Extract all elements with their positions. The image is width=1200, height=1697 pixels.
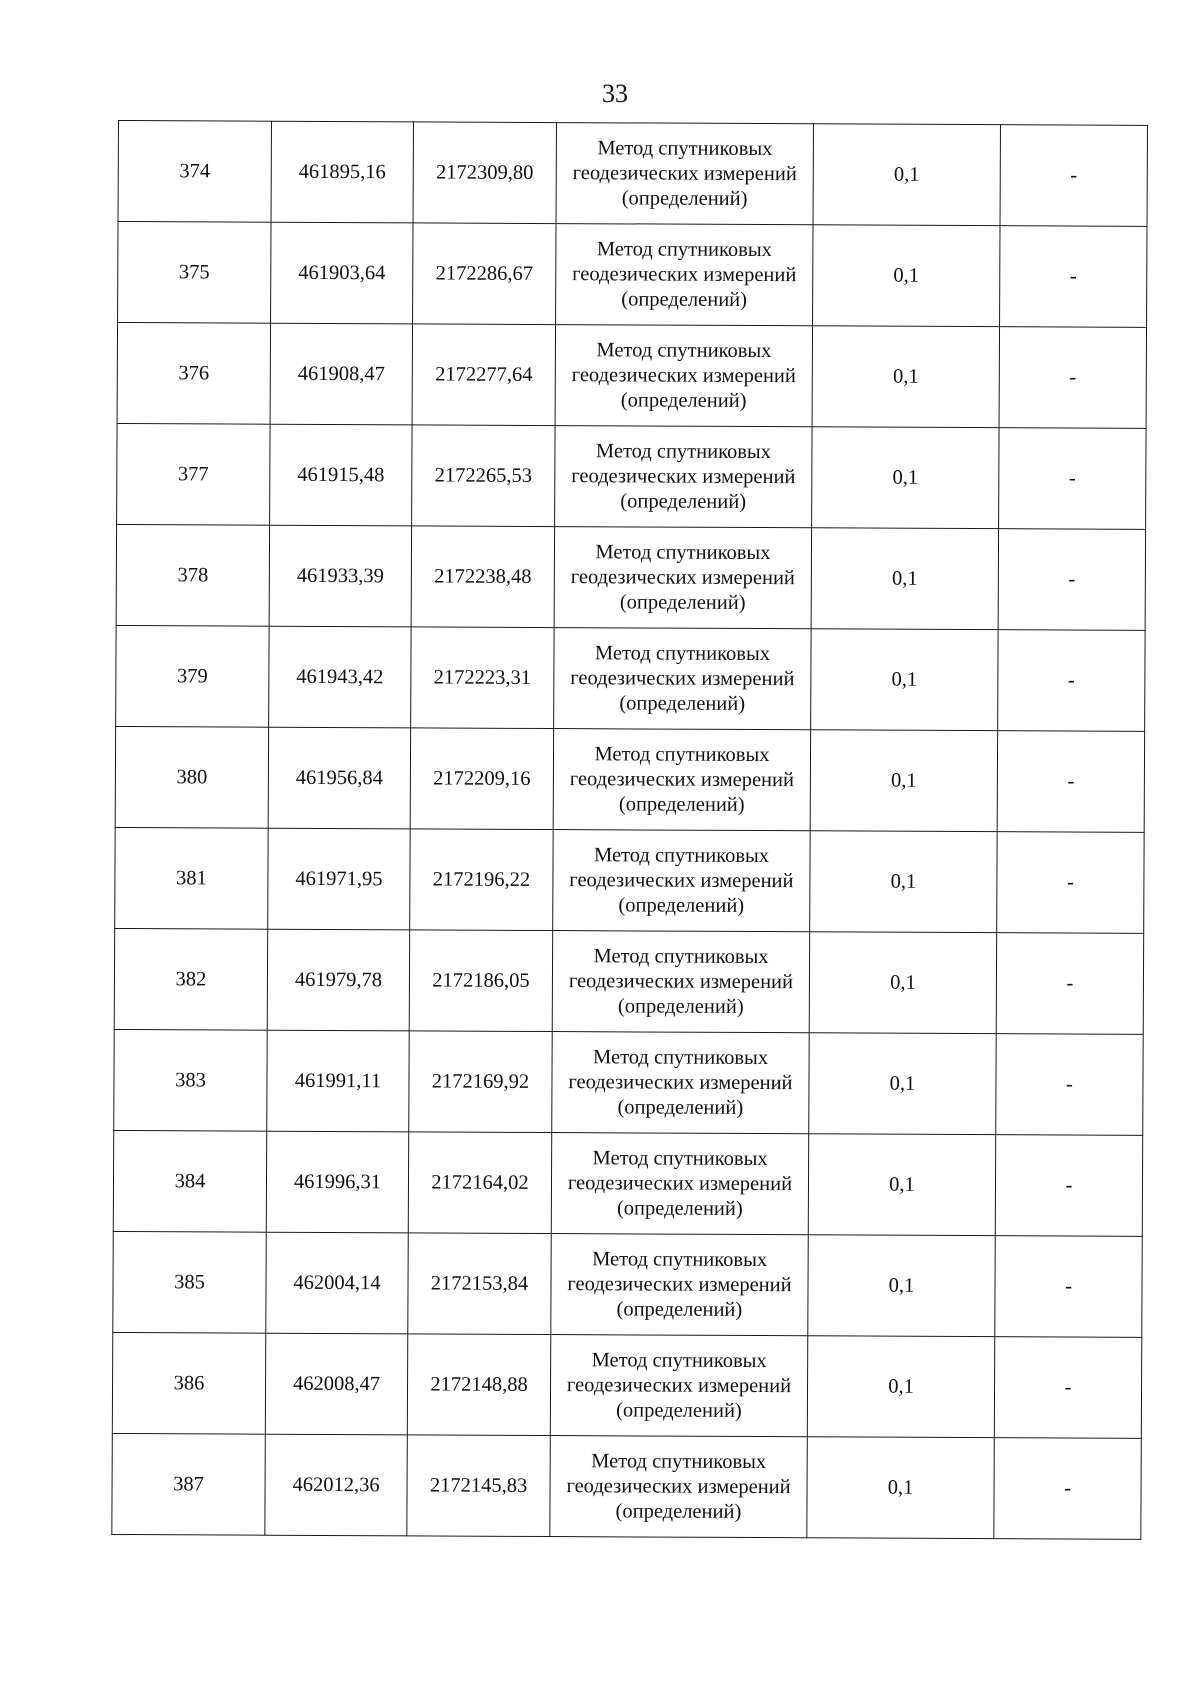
accuracy-cell: 0,1 (811, 528, 998, 630)
method-cell (551, 1133, 808, 1235)
point-number-cell: 376 (117, 323, 270, 425)
note-cell: - (999, 327, 1146, 429)
table-row (115, 827, 1144, 933)
accuracy-cell: 0,1 (813, 124, 1000, 226)
method-line: (определений) (619, 590, 746, 614)
y-coordinate-cell: 2172164,02 (408, 1132, 551, 1234)
method-line: Метод спутниковых (597, 136, 773, 160)
point-number-cell: 383 (114, 1029, 267, 1131)
method-line: геодезических измерений (569, 868, 794, 892)
accuracy-cell: 0,1 (812, 427, 999, 529)
table-row (112, 1332, 1141, 1438)
method-cell (555, 325, 812, 427)
note-cell: - (1000, 125, 1147, 227)
table-row (117, 423, 1146, 529)
note-cell: - (998, 630, 1145, 732)
method-cell (554, 527, 811, 629)
y-coordinate-cell: 2172238,48 (411, 526, 554, 628)
note-cell: - (996, 933, 1143, 1035)
accuracy-cell: 0,1 (807, 1336, 994, 1438)
method-line: Метод спутниковых (595, 540, 771, 564)
accuracy-cell: 0,1 (809, 1033, 996, 1135)
y-coordinate-cell: 2172286,67 (413, 223, 556, 325)
accuracy-cell: 0,1 (807, 1437, 994, 1539)
method-cell (550, 1436, 807, 1538)
table-row (115, 726, 1144, 832)
method-line: геодезических измерений (569, 767, 795, 791)
note-cell: - (997, 731, 1144, 833)
y-coordinate-cell: 2172148,88 (407, 1334, 550, 1436)
point-number-cell: 379 (116, 625, 269, 727)
y-coordinate-cell: 2172186,05 (409, 930, 552, 1032)
coordinates-table-body (112, 121, 1148, 1540)
method-cell (555, 426, 812, 528)
y-coordinate-cell: 2172169,92 (409, 1031, 552, 1133)
method-line: (определений) (617, 1095, 744, 1119)
x-coordinate-cell: 461971,95 (268, 828, 410, 930)
accuracy-cell: 0,1 (808, 1235, 995, 1337)
y-coordinate-cell: 2172153,84 (408, 1233, 551, 1335)
x-coordinate-cell: 461933,39 (269, 525, 411, 627)
point-number-cell: 375 (118, 222, 271, 324)
x-coordinate-cell: 462004,14 (266, 1232, 408, 1334)
x-coordinate-cell: 461915,48 (270, 424, 412, 526)
point-number-cell: 384 (113, 1130, 266, 1232)
note-cell: - (997, 832, 1144, 934)
method-line: (определений) (615, 1499, 742, 1523)
y-coordinate-cell: 2172209,16 (410, 728, 553, 830)
method-cell (551, 1234, 808, 1336)
method-line: (определений) (618, 792, 745, 816)
method-cell (552, 931, 809, 1033)
table-row (113, 1130, 1142, 1236)
table-row (114, 1029, 1143, 1135)
method-line: Метод спутниковых (596, 237, 772, 261)
method-cell (556, 224, 813, 326)
method-line: (определений) (617, 994, 744, 1018)
note-cell: - (1000, 226, 1147, 328)
note-cell: - (998, 529, 1145, 631)
x-coordinate-cell: 461903,64 (271, 222, 413, 324)
accuracy-cell: 0,1 (810, 730, 997, 832)
y-coordinate-cell: 2172223,31 (411, 627, 554, 729)
x-coordinate-cell: 461943,42 (269, 626, 411, 728)
table-row (116, 625, 1145, 731)
method-line: Метод спутниковых (593, 944, 769, 968)
method-cell (550, 1335, 807, 1437)
method-cell (553, 729, 810, 831)
note-cell: - (999, 428, 1146, 530)
y-coordinate-cell: 2172277,64 (412, 324, 555, 426)
method-line: Метод спутниковых (591, 1449, 767, 1473)
point-number-cell: 374 (118, 121, 271, 223)
method-line: геодезических измерений (567, 1272, 792, 1296)
x-coordinate-cell: 461979,78 (267, 929, 409, 1031)
method-line: Метод спутниковых (591, 1348, 767, 1372)
accuracy-cell: 0,1 (808, 1134, 995, 1236)
method-line: геодезических измерений (568, 1070, 793, 1094)
method-line: Метод спутниковых (595, 439, 772, 463)
method-line: (определений) (619, 691, 746, 715)
x-coordinate-cell: 462012,36 (265, 1434, 407, 1536)
method-cell (556, 123, 813, 225)
method-cell (552, 1032, 809, 1134)
x-coordinate-cell: 461996,31 (266, 1131, 408, 1233)
x-coordinate-cell: 461991,11 (267, 1030, 409, 1132)
accuracy-cell: 0,1 (810, 831, 997, 933)
method-line: геодезических измерений (570, 565, 795, 589)
method-line: Метод спутниковых (596, 338, 772, 362)
method-line: геодезических измерений (570, 666, 795, 690)
method-line: (определений) (616, 1297, 743, 1321)
accuracy-cell: 0,1 (812, 326, 999, 428)
method-line: геодезических измерений (571, 363, 796, 387)
method-line: Метод спутниковых (592, 1146, 768, 1170)
point-number-cell: 385 (113, 1231, 266, 1333)
point-number-cell: 380 (115, 726, 268, 828)
method-line: геодезических измерений (567, 1171, 793, 1195)
method-line: геодезических измерений (566, 1373, 792, 1397)
method-line: Метод спутниковых (593, 1045, 769, 1069)
table-row (112, 1433, 1141, 1539)
method-line: геодезических измерений (571, 464, 796, 488)
method-line: (определений) (621, 287, 748, 311)
method-line: (определений) (620, 489, 747, 513)
y-coordinate-cell: 2172145,83 (407, 1435, 550, 1537)
y-coordinate-cell: 2172265,53 (412, 425, 555, 527)
method-line: геодезических измерений (572, 161, 797, 185)
table-row (114, 928, 1143, 1034)
y-coordinate-cell: 2172196,22 (410, 829, 553, 931)
accuracy-cell: 0,1 (813, 225, 1000, 327)
method-line: (определений) (618, 893, 745, 917)
method-line: (определений) (616, 1196, 743, 1220)
accuracy-cell: 0,1 (811, 629, 998, 731)
table-row (116, 524, 1145, 630)
method-line: (определений) (621, 186, 748, 210)
point-number-cell: 378 (116, 524, 269, 626)
note-cell: - (996, 1034, 1143, 1136)
x-coordinate-cell: 461908,47 (270, 323, 412, 425)
point-number-cell: 387 (112, 1433, 265, 1535)
table-row (118, 222, 1147, 328)
method-line: геодезических измерений (572, 262, 797, 286)
table-row (118, 121, 1147, 227)
method-line: (определений) (616, 1398, 742, 1422)
x-coordinate-cell: 462008,47 (265, 1333, 407, 1435)
method-line: Метод спутниковых (592, 1247, 768, 1271)
method-line: геодезических измерений (568, 969, 794, 993)
accuracy-cell: 0,1 (809, 932, 996, 1034)
y-coordinate-cell: 2172309,80 (413, 122, 556, 224)
point-number-cell: 377 (117, 423, 270, 525)
method-line: геодезических измерений (566, 1474, 791, 1498)
note-cell: - (994, 1337, 1141, 1439)
method-line: (определений) (620, 388, 747, 412)
table-row (117, 323, 1146, 429)
method-cell (554, 628, 811, 730)
note-cell: - (994, 1438, 1141, 1540)
page-number: 33 (602, 79, 628, 108)
method-cell (553, 830, 810, 932)
x-coordinate-cell: 461956,84 (268, 727, 410, 829)
x-coordinate-cell: 461895,16 (271, 121, 413, 223)
point-number-cell: 386 (112, 1332, 265, 1434)
method-line: Метод спутниковых (593, 843, 770, 867)
point-number-cell: 381 (115, 827, 268, 929)
note-cell: - (995, 1135, 1142, 1237)
method-line: Метод спутниковых (594, 641, 771, 665)
table-row (113, 1231, 1142, 1337)
coordinates-table (111, 120, 1148, 1540)
point-number-cell: 382 (114, 928, 267, 1030)
note-cell: - (995, 1236, 1142, 1338)
method-line: Метод спутниковых (594, 742, 770, 766)
